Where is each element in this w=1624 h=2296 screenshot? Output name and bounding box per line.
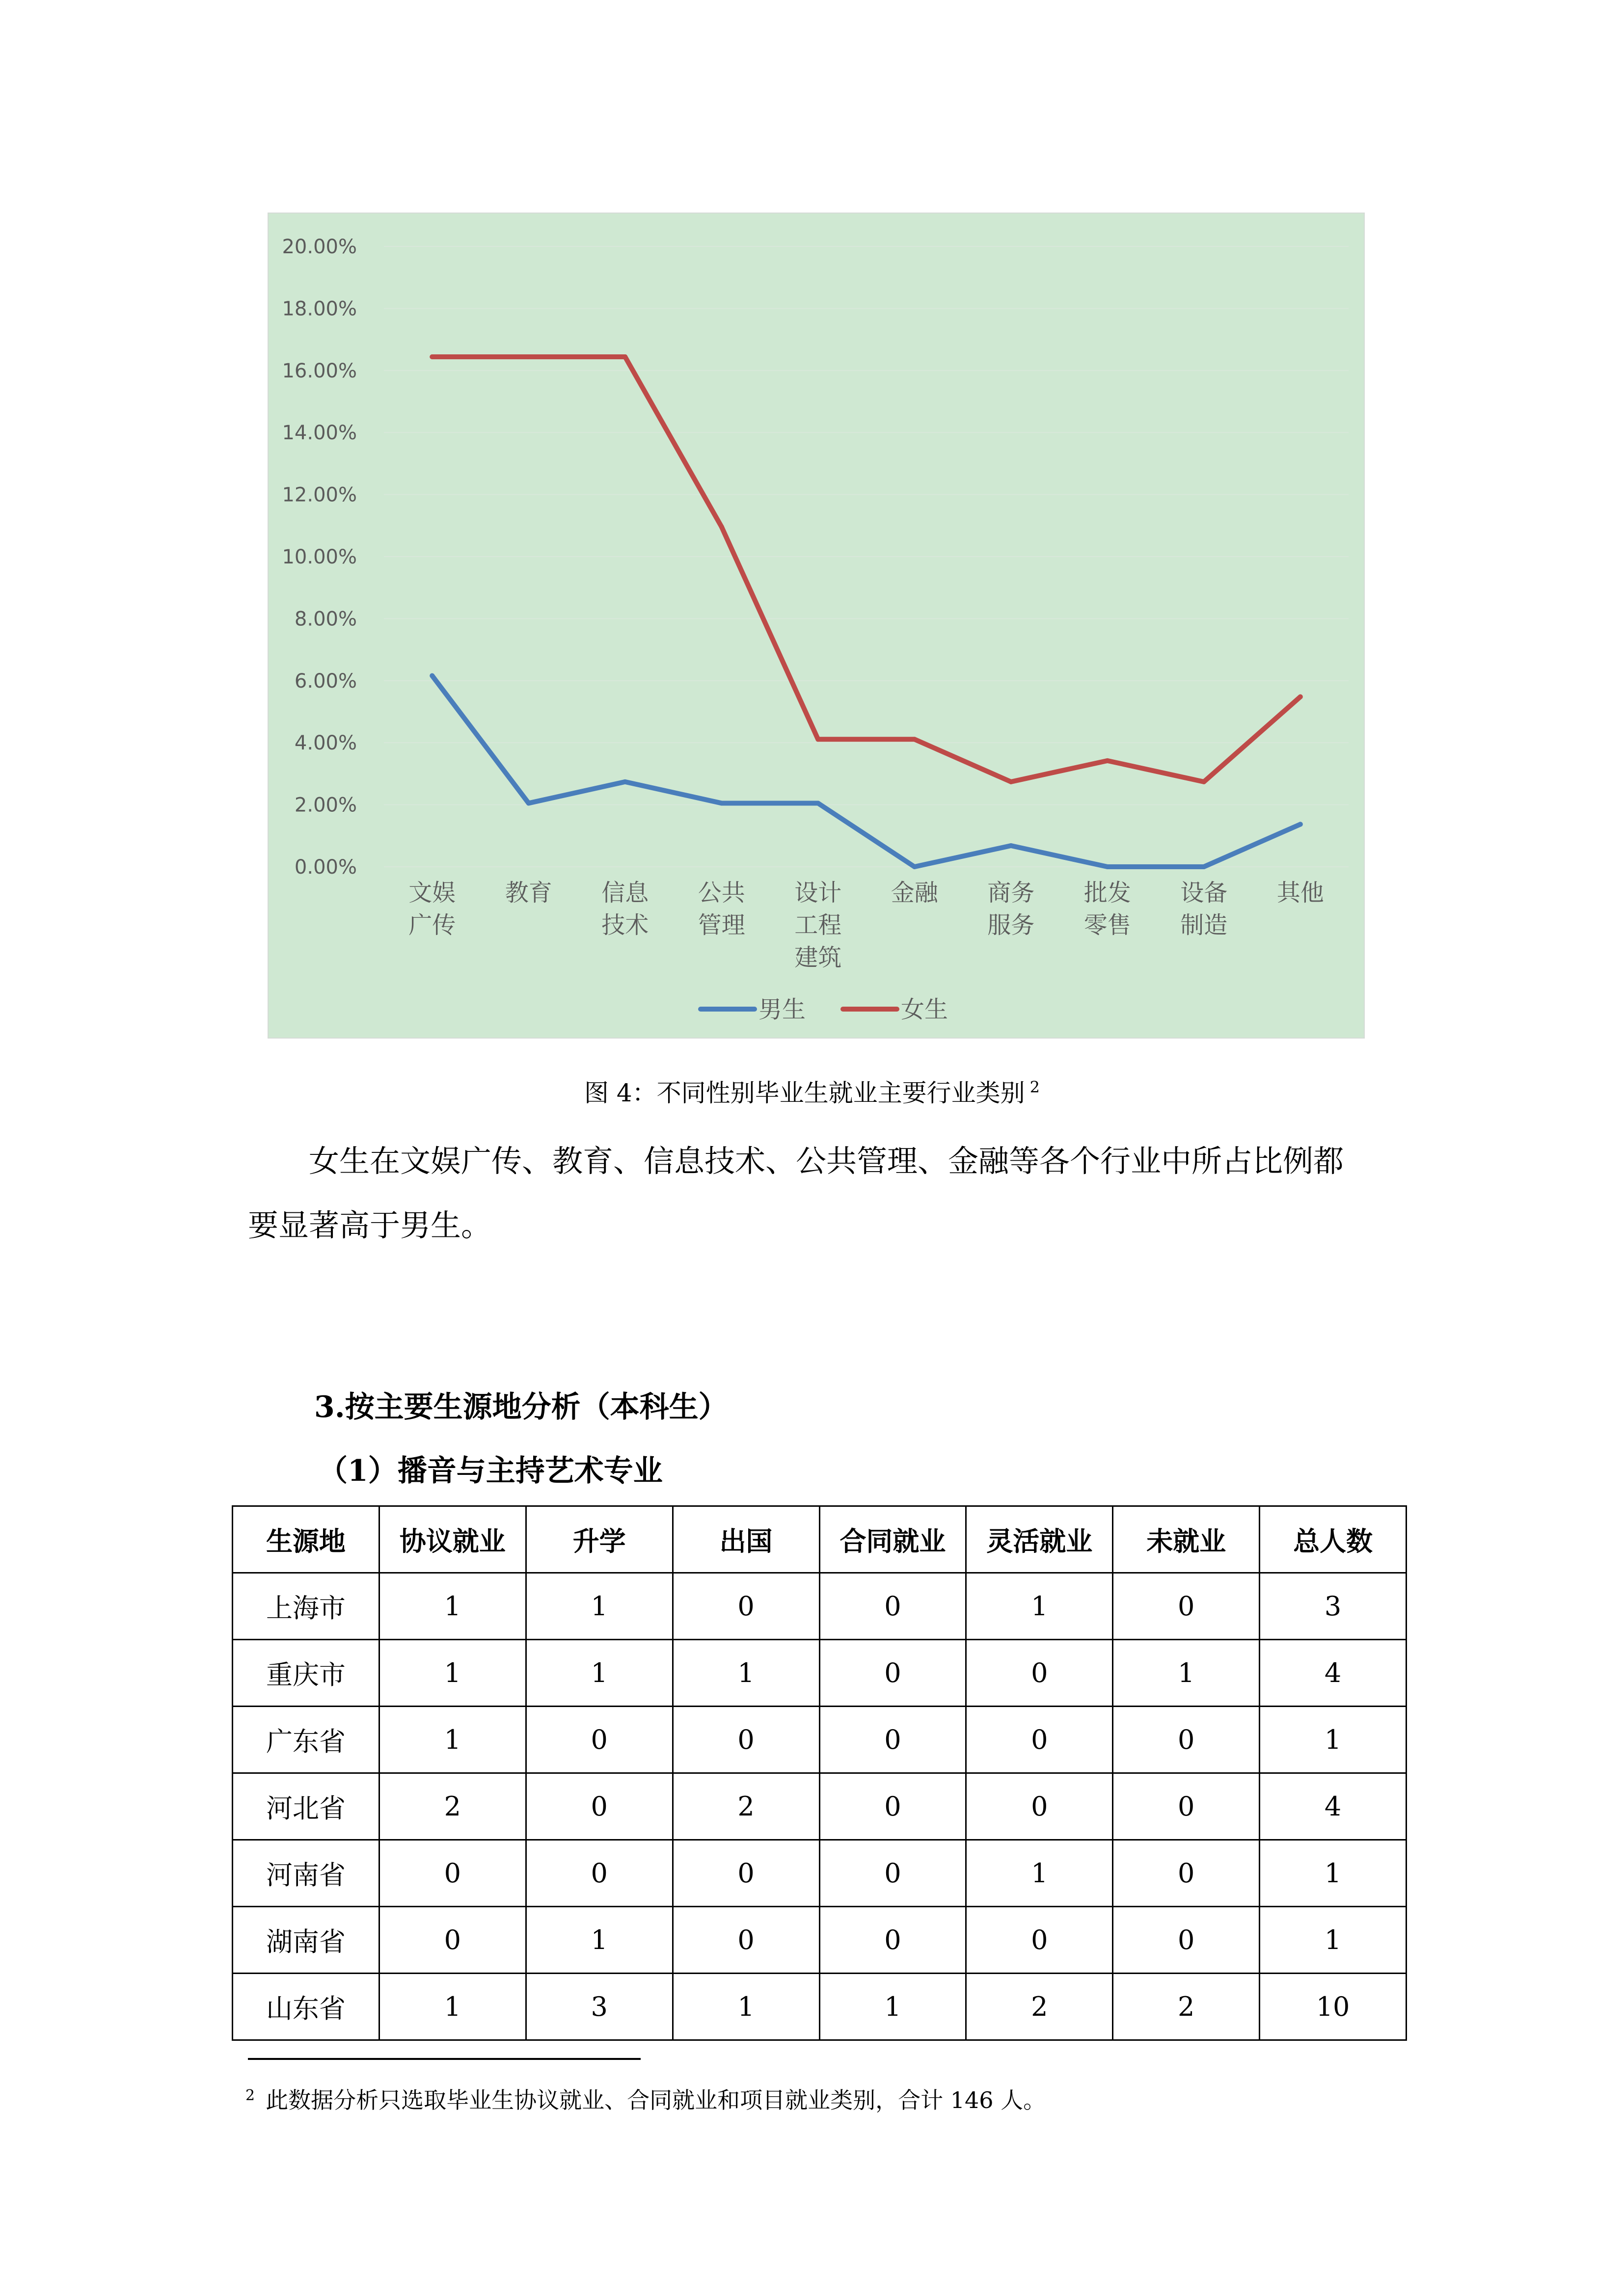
table-cell: 1 bbox=[1260, 1707, 1407, 1773]
x-category-label: 公共管理 bbox=[698, 879, 745, 939]
table-cell: 1 bbox=[526, 1907, 673, 1974]
table-row bbox=[233, 1707, 1407, 1773]
header-cell: 合同就业 bbox=[819, 1506, 966, 1573]
caption-note-ref: 2 bbox=[1029, 1078, 1040, 1096]
series-1-point bbox=[623, 779, 627, 784]
table-cell: 0 bbox=[819, 1840, 966, 1907]
table-body bbox=[233, 1573, 1407, 2040]
table-row bbox=[233, 1573, 1407, 1640]
table-cell: 2 bbox=[1113, 1974, 1260, 2040]
series-2-point bbox=[719, 524, 724, 529]
table-cell: 1 bbox=[379, 1974, 526, 2040]
y-tick-label: 8.00% bbox=[294, 608, 357, 631]
table-cell: 0 bbox=[673, 1840, 819, 1907]
table-cell: 0 bbox=[1113, 1707, 1260, 1773]
footnote-mark: 2 bbox=[245, 2087, 255, 2104]
subsection-heading: （1）播音与主持艺术专业 bbox=[318, 1454, 663, 1488]
figure-caption bbox=[0, 1070, 1624, 1110]
table-row bbox=[233, 1773, 1407, 1840]
line-chart bbox=[269, 214, 1366, 1040]
table-cell: 0 bbox=[673, 1907, 819, 1974]
y-tick-label: 18.00% bbox=[282, 297, 357, 320]
series-line-1 bbox=[432, 676, 1300, 867]
table-cell: 0 bbox=[379, 1840, 526, 1907]
table-row bbox=[233, 1974, 1407, 2040]
row-label-cell: 上海市 bbox=[233, 1573, 379, 1640]
table-cell: 1 bbox=[379, 1640, 526, 1707]
x-category-label: 设备制造 bbox=[1180, 879, 1228, 939]
y-tick-label: 10.00% bbox=[282, 546, 357, 568]
row-label-cell: 河南省 bbox=[233, 1840, 379, 1907]
table-cell: 0 bbox=[379, 1907, 526, 1974]
y-tick-label: 16.00% bbox=[282, 359, 357, 382]
origin-table bbox=[232, 1505, 1407, 2041]
table-cell: 0 bbox=[673, 1573, 819, 1640]
table-cell: 4 bbox=[1260, 1640, 1407, 1707]
table-cell: 0 bbox=[819, 1573, 966, 1640]
y-tick-label: 6.00% bbox=[294, 669, 357, 693]
x-category-label: 商务服务 bbox=[987, 879, 1035, 939]
series-2-point bbox=[1105, 758, 1110, 763]
table-cell: 0 bbox=[966, 1640, 1113, 1707]
chart-panel bbox=[268, 213, 1365, 1039]
table-cell: 1 bbox=[526, 1640, 673, 1707]
series-2-point bbox=[912, 737, 917, 742]
series-1-point bbox=[1008, 843, 1013, 848]
table-cell: 0 bbox=[673, 1707, 819, 1773]
body-paragraph: 女生在文娱广传、教育、信息技术、公共管理、金融等各个行业中所占比例都要显著高于男生。 bbox=[248, 1143, 1344, 1243]
series-2-point bbox=[1298, 694, 1303, 699]
footnote bbox=[245, 2079, 1046, 2117]
table-cell: 0 bbox=[1113, 1907, 1260, 1974]
header-cell: 未就业 bbox=[1113, 1506, 1260, 1573]
x-category-label: 文娱广传 bbox=[408, 879, 456, 939]
table-cell: 2 bbox=[966, 1974, 1113, 2040]
table-cell: 0 bbox=[819, 1707, 966, 1773]
table-cell: 1 bbox=[673, 1974, 819, 2040]
series-2-point bbox=[430, 354, 434, 359]
section-heading: 3.按主要生源地分析（本科生） bbox=[314, 1390, 728, 1424]
y-tick-label: 14.00% bbox=[282, 422, 357, 445]
series-2-point bbox=[623, 354, 627, 359]
table-cell: 1 bbox=[526, 1573, 673, 1640]
series-2-point bbox=[526, 354, 531, 359]
series-1-point bbox=[719, 801, 724, 805]
footnote-text: 此数据分析只选取毕业生协议就业、合同就业和项目就业类别，合计 146 人。 bbox=[266, 2087, 1046, 2113]
table-cell: 2 bbox=[673, 1773, 819, 1840]
series-1-point bbox=[1201, 864, 1206, 869]
series-1-point bbox=[815, 801, 820, 805]
table-cell: 0 bbox=[526, 1773, 673, 1840]
table-row bbox=[233, 1840, 1407, 1907]
table-cell: 0 bbox=[526, 1840, 673, 1907]
table-cell: 4 bbox=[1260, 1773, 1407, 1840]
table-cell: 0 bbox=[1113, 1573, 1260, 1640]
series-1-point bbox=[1298, 822, 1303, 827]
row-label-cell: 广东省 bbox=[233, 1707, 379, 1773]
series-2-point bbox=[815, 737, 820, 742]
table-cell: 1 bbox=[819, 1974, 966, 2040]
table-cell: 1 bbox=[379, 1707, 526, 1773]
table-cell: 1 bbox=[379, 1573, 526, 1640]
series-line-2 bbox=[432, 357, 1300, 782]
series-1-point bbox=[430, 673, 434, 678]
legend-label: 女生 bbox=[901, 996, 948, 1023]
table-cell: 0 bbox=[966, 1707, 1113, 1773]
header-cell: 总人数 bbox=[1260, 1506, 1407, 1573]
table-cell: 1 bbox=[966, 1573, 1113, 1640]
table-header-row bbox=[233, 1506, 1407, 1573]
series-1-point bbox=[912, 864, 917, 869]
table-cell: 1 bbox=[673, 1640, 819, 1707]
x-category-label: 批发零售 bbox=[1083, 879, 1131, 939]
legend-label: 男生 bbox=[758, 996, 806, 1023]
row-label-cell: 河北省 bbox=[233, 1773, 379, 1840]
x-category-label: 其他 bbox=[1276, 879, 1324, 907]
header-cell: 升学 bbox=[526, 1506, 673, 1573]
table-cell: 10 bbox=[1260, 1974, 1407, 2040]
header-cell: 协议就业 bbox=[379, 1506, 526, 1573]
header-cell: 生源地 bbox=[233, 1506, 379, 1573]
series-1-point bbox=[1105, 864, 1110, 869]
caption-text: 图 4：不同性别毕业生就业主要行业类别 bbox=[584, 1079, 1025, 1107]
x-category-label: 设计工程建筑 bbox=[794, 879, 842, 971]
y-tick-label: 12.00% bbox=[282, 483, 357, 507]
row-label-cell: 湖南省 bbox=[233, 1907, 379, 1974]
header-cell: 灵活就业 bbox=[966, 1506, 1113, 1573]
table-cell: 1 bbox=[1113, 1640, 1260, 1707]
table-cell: 0 bbox=[819, 1773, 966, 1840]
series-1-point bbox=[526, 801, 531, 805]
series-2-point bbox=[1008, 779, 1013, 784]
table-cell: 0 bbox=[819, 1907, 966, 1974]
table-cell: 2 bbox=[379, 1773, 526, 1840]
x-category-label: 信息技术 bbox=[601, 879, 649, 939]
table-cell: 1 bbox=[966, 1840, 1113, 1907]
x-category-label: 金融 bbox=[891, 879, 938, 907]
table-cell: 3 bbox=[526, 1974, 673, 2040]
y-tick-label: 20.00% bbox=[282, 236, 357, 258]
y-tick-label: 4.00% bbox=[294, 732, 357, 755]
table-cell: 0 bbox=[1113, 1773, 1260, 1840]
table-cell: 1 bbox=[1260, 1840, 1407, 1907]
table-row bbox=[233, 1907, 1407, 1974]
y-tick-label: 2.00% bbox=[294, 794, 357, 817]
table-cell: 0 bbox=[526, 1707, 673, 1773]
y-tick-label: 0.00% bbox=[294, 856, 357, 879]
series-2-point bbox=[1201, 779, 1206, 784]
table-cell: 0 bbox=[1113, 1840, 1260, 1907]
row-label-cell: 重庆市 bbox=[233, 1640, 379, 1707]
table-cell: 1 bbox=[1260, 1907, 1407, 1974]
header-cell: 出国 bbox=[673, 1506, 819, 1573]
table-cell: 0 bbox=[966, 1773, 1113, 1840]
row-label-cell: 山东省 bbox=[233, 1974, 379, 2040]
footnote-separator bbox=[248, 2058, 641, 2060]
table-row bbox=[233, 1640, 1407, 1707]
table-cell: 0 bbox=[819, 1640, 966, 1707]
table-cell: 3 bbox=[1260, 1573, 1407, 1640]
x-category-label: 教育 bbox=[505, 879, 552, 907]
table-cell: 0 bbox=[966, 1907, 1113, 1974]
